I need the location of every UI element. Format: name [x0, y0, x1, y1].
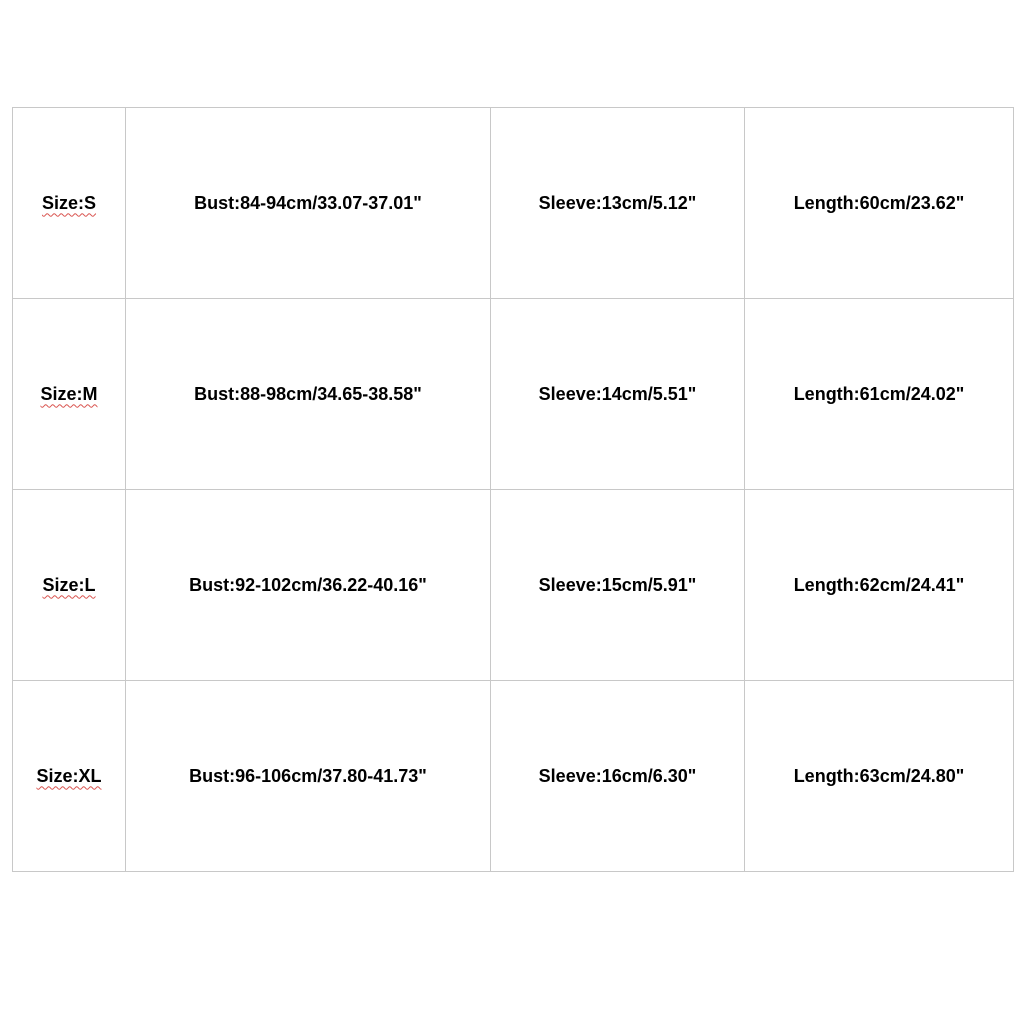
size-cell: [13, 681, 126, 872]
bust-cell: Bust:96-106cm/37.80-41.73": [126, 681, 491, 872]
size-label: Size:XL: [36, 765, 102, 786]
size-cell: [13, 108, 126, 299]
table-row: [13, 108, 1014, 299]
sleeve-cell: Sleeve:15cm/5.91": [491, 490, 745, 681]
sleeve-cell: Sleeve:14cm/5.51": [491, 299, 745, 490]
size-chart-table: [12, 107, 1014, 872]
length-cell: Length:60cm/23.62": [745, 108, 1014, 299]
bust-cell: Bust:88-98cm/34.65-38.58": [126, 299, 491, 490]
sleeve-cell: Sleeve:16cm/6.30": [491, 681, 745, 872]
size-cell: [13, 490, 126, 681]
length-cell: Length:62cm/24.41": [745, 490, 1014, 681]
size-label: Size:S: [41, 192, 97, 213]
length-cell: Length:61cm/24.02": [745, 299, 1014, 490]
bust-cell: Bust:84-94cm/33.07-37.01": [126, 108, 491, 299]
table-row: [13, 490, 1014, 681]
length-cell: Length:63cm/24.80": [745, 681, 1014, 872]
bust-cell: Bust:92-102cm/36.22-40.16": [126, 490, 491, 681]
size-cell: [13, 299, 126, 490]
table-row: [13, 299, 1014, 490]
sleeve-cell: Sleeve:13cm/5.12": [491, 108, 745, 299]
table-row: [13, 681, 1014, 872]
size-label: Size:L: [42, 574, 96, 595]
size-label: Size:M: [40, 383, 98, 404]
